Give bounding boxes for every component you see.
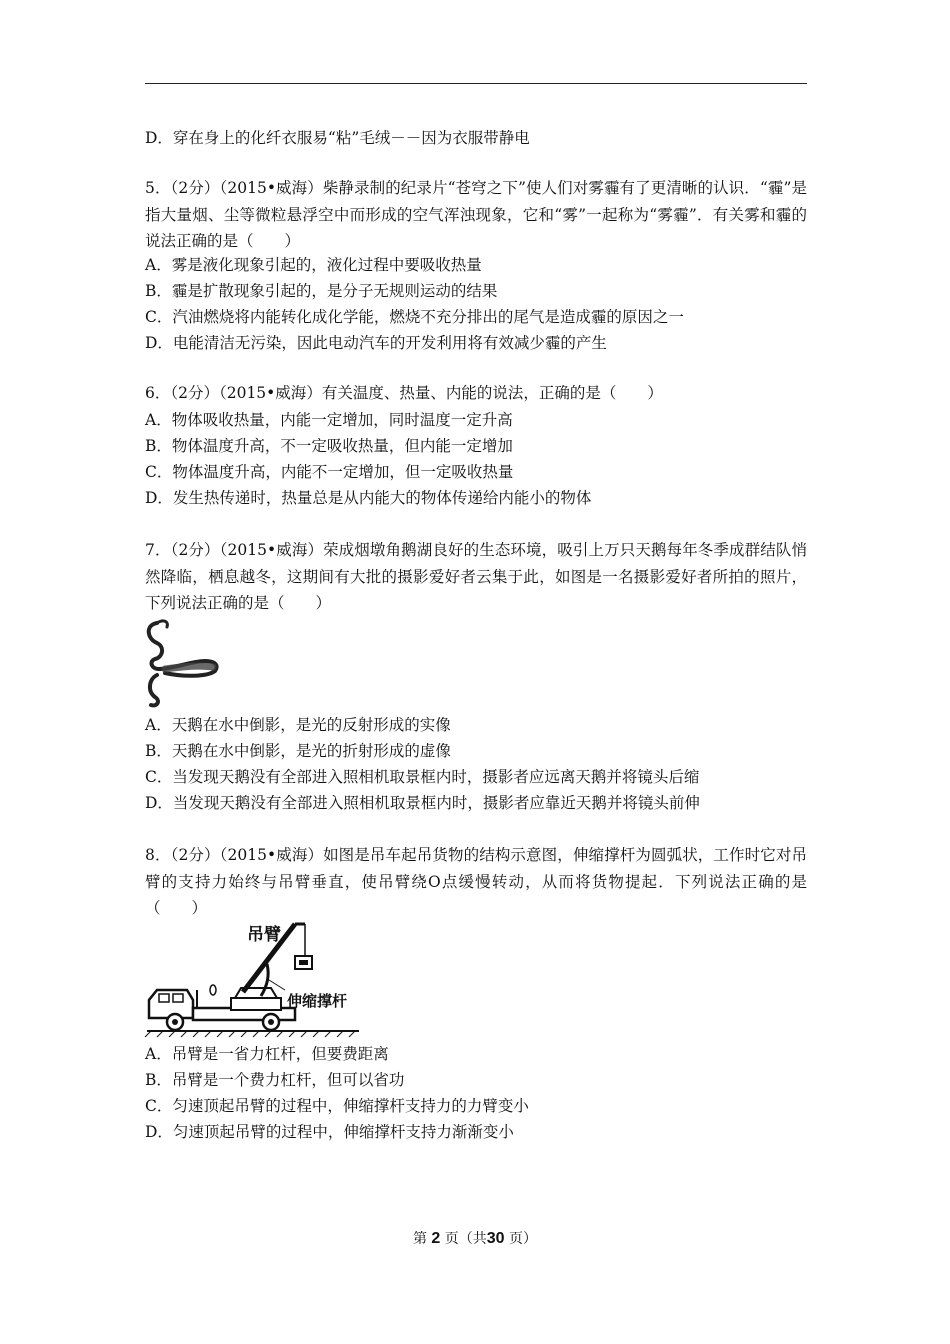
question-8-option-c: C．匀速顶起吊臂的过程中，伸缩撑杆支持力的力臂变小 [145, 1097, 529, 1115]
question-7-option-b: B．天鹅在水中倒影，是光的折射形成的虚像 [145, 742, 451, 760]
question-5-option-b: B．霾是扩散现象引起的，是分子无规则运动的结果 [145, 282, 498, 300]
footer-page-number: 2 [431, 1230, 441, 1247]
question-5-option-a: A．雾是液化现象引起的，液化过程中要吸收热量 [145, 256, 482, 274]
footer-prefix: 第 [412, 1231, 427, 1247]
crane-arm-label: 吊臂 [247, 925, 281, 945]
question-6-stem: 6．（2分）（2015•威海）有关温度、热量、内能的说法，正确的是（ ） [145, 384, 663, 402]
question-7-option-d: D．当发现天鹅没有全部进入照相机取景框内时，摄影者应靠近天鹅并将镜头前伸 [145, 794, 700, 812]
page-footer [0, 1228, 950, 1248]
crane-strut-label: 伸缩撑杆 [287, 992, 348, 1010]
question-8-stem: 8．（2分）（2015•威海）如图是吊车起吊货物的结构示意图，伸缩撑杆为圆弧状，工作时它对吊臂的支持力始终与吊臂垂直，使吊臂绕O点缓慢转动，从而将货物提起．下列说法正确的是（ ） [145, 846, 807, 917]
question-5-option-d: D．电能清洁无污染，因此电动汽车的开发利用将有效减少霾的产生 [145, 334, 607, 352]
question-6-option-d: D．发生热传递时，热量总是从内能大的物体传递给内能小的物体 [145, 489, 592, 507]
prev-question-option-d: D．穿在身上的化纤衣服易“粘”毛绒－－因为衣服带静电 [145, 129, 530, 147]
crane-diagram [143, 918, 363, 1038]
footer-suffix: 页） [509, 1231, 538, 1247]
question-7-option-c: C．当发现天鹅没有全部进入照相机取景框内时，摄影者应远离天鹅并将镜头后缩 [145, 768, 700, 786]
footer-mid: 页（共 [444, 1231, 487, 1247]
question-7-option-a: A．天鹅在水中倒影，是光的反射形成的实像 [145, 716, 451, 734]
question-5-stem: 5．（2分）（2015•威海）柴静录制的纪录片“苍穹之下”使人们对雾霾有了更清晰的认识．“霾”是指大量烟、尘等微粒悬浮空中而形成的空气浑浊现象，它和“雾”一起称为“雾霾”．有关雾和霾的说法正确的是（ ） [145, 179, 807, 250]
swan-reflection-photo [143, 617, 223, 709]
question-5-option-c: C．汽油燃烧将内能转化成化学能，燃烧不充分排出的尾气是造成霾的原因之一 [145, 308, 684, 326]
question-8-option-a: A．吊臂是一省力杠杆，但要费距离 [145, 1045, 389, 1063]
question-7-stem: 7．（2分）（2015•威海）荣成烟墩角鹅湖良好的生态环境，吸引上万只天鹅每年冬季成群结队悄然降临，栖息越冬，这期间有大批的摄影爱好者云集于此，如图是一名摄影爱好者所拍的照片，下列说法正确的是（ ） [145, 541, 807, 612]
question-6-option-b: B．物体温度升高，不一定吸收热量，但内能一定增加 [145, 437, 513, 455]
question-6-option-c: C．物体温度升高，内能不一定增加，但一定吸收热量 [145, 463, 514, 481]
question-6-option-a: A．物体吸收热量，内能一定增加，同时温度一定升高 [145, 411, 513, 429]
header-rule [145, 83, 807, 84]
footer-total-pages: 30 [486, 1230, 505, 1247]
question-8-option-b: B．吊臂是一个费力杠杆，但可以省功 [145, 1071, 405, 1089]
question-8-option-d: D．匀速顶起吊臂的过程中，伸缩撑杆支持力渐渐变小 [145, 1123, 514, 1141]
